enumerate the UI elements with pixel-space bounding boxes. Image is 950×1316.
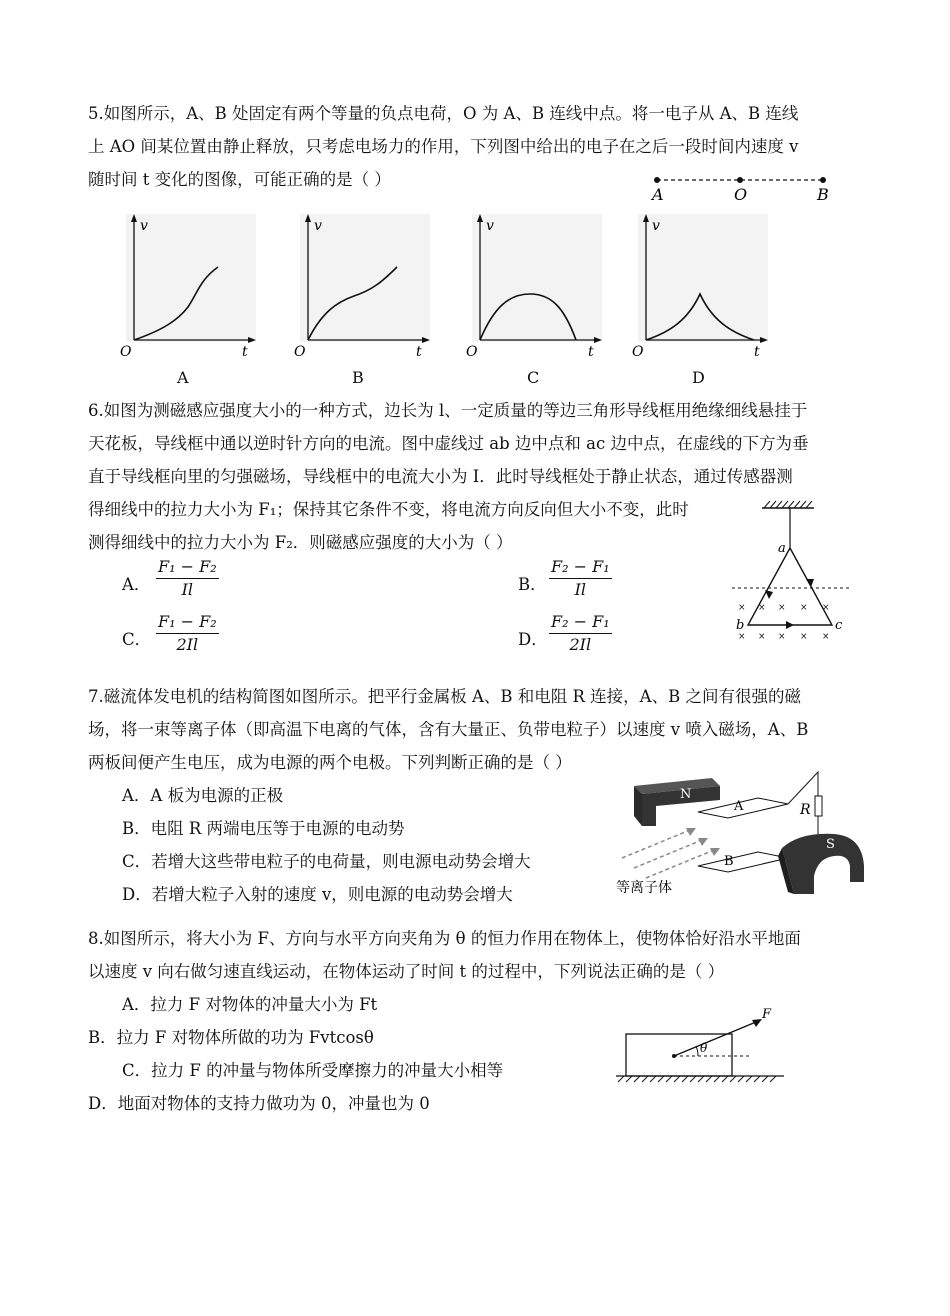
graph-c-caption: C (527, 368, 540, 387)
q5-line-3: 随时间 t 变化的图像，可能正确的是（ ） (88, 170, 391, 189)
graph-d-t-axis-label: t (754, 344, 760, 360)
graph-c-origin-label: O (466, 344, 478, 360)
q6-line-3: 直于导线框向里的匀强磁场，导线框中的电流大小为 I．此时导线框处于静止状态，通过传感器测 (88, 467, 793, 486)
block (626, 1034, 732, 1076)
q6-option-c-denominator: 2Il (176, 635, 199, 654)
q6-option-b-label: B． (518, 575, 547, 594)
resistor-r-label: R (800, 802, 811, 818)
graph-a-caption: A (177, 368, 189, 387)
q7-line-2: 场，将一束等离子体（即高温下电离的气体，含有大量正、负带电粒子）以速度 v 喷入磁场，A、B (88, 720, 809, 739)
q5-line-1: 5.如图所示，A、B 处固定有两个等量的负点电荷，O 为 A、B 连线中点。将一电子从 A、B 连线 (88, 104, 799, 123)
plate-a-label: A (734, 799, 744, 814)
q6-option-d-denominator: 2Il (569, 635, 592, 654)
q5-graph-b (292, 212, 432, 362)
svg-text:×: × (778, 603, 786, 613)
angle-theta-label: θ (700, 1041, 708, 1055)
plate-b-label: B (724, 854, 734, 869)
graph-c-t-axis-label: t (588, 344, 594, 360)
q6-option-a-numerator: F₁ − F₂ (156, 557, 219, 579)
graph-b-origin-label: O (294, 344, 306, 360)
q6-option-d-fraction (549, 612, 612, 654)
q8-option-d: D．地面对物体的支持力做功为 0，冲量也为 0 (88, 1094, 430, 1113)
plasma-label: 等离子体 (616, 880, 672, 896)
vertex-b-label: b (736, 618, 745, 633)
q7-mhd-generator-figure (612, 766, 868, 904)
graph-b-v-axis-label: v (314, 218, 322, 234)
graph-d-origin-label: O (632, 344, 644, 360)
point-b-dot (820, 177, 826, 183)
q8-line-1: 8.如图所示，将大小为 F、方向与水平方向夹角为 θ 的恒力作用在物体上，使物体恰好沿水平地面 (88, 929, 801, 948)
point-b-label: B (817, 185, 829, 204)
q8-option-c: C．拉力 F 的冲量与物体所受摩擦力的冲量大小相等 (122, 1061, 504, 1080)
graph-b-t-axis-label: t (416, 344, 422, 360)
q5-line-2: 上 AO 间某位置由静止释放，只考虑电场力的作用，下列图中给出的电子在之后一段时间内速度 v (88, 137, 799, 156)
q5-graph-d (630, 212, 770, 362)
svg-text:×: × (778, 632, 786, 642)
graph-a-origin-label: O (120, 344, 132, 360)
q6-option-a-label: A． (122, 575, 151, 594)
svg-text:×: × (800, 603, 808, 613)
point-o-dot (737, 177, 743, 183)
q7-line-1: 7.磁流体发电机的结构简图如图所示。把平行金属板 A、B 和电阻 R 连接，A、B 之间有很强的磁 (88, 687, 801, 706)
svg-text:×: × (758, 603, 766, 613)
q8-block-force-figure (614, 1006, 794, 1086)
q6-triangle-frame-figure (728, 498, 858, 646)
point-o-label: O (734, 185, 748, 204)
q6-option-b-fraction (549, 557, 612, 599)
q7-option-d: D．若增大粒子入射的速度 v，则电源的电动势会增大 (122, 885, 513, 904)
q8-option-a: A．拉力 F 对物体的冲量大小为 Ft (122, 995, 378, 1014)
svg-text:×: × (758, 632, 766, 642)
q7-option-a: A．A 板为电源的正极 (122, 786, 284, 805)
svg-text:×: × (822, 603, 830, 613)
q6-option-d-numerator: F₂ − F₁ (549, 612, 612, 634)
svg-text:×: × (738, 632, 746, 642)
q8-line-2: 以速度 v 向右做匀速直线运动，在物体运动了时间 t 的过程中，下列说法正确的是（ ） (88, 962, 725, 981)
q6-option-c-label: C． (122, 630, 152, 649)
svg-text:×: × (738, 603, 746, 613)
force-f-label: F (762, 1007, 772, 1022)
graph-a-v-axis-label: v (140, 218, 148, 234)
svg-text:×: × (800, 632, 808, 642)
q6-line-1: 6.如图为测磁感应强度大小的一种方式，边长为 l、一定质量的等边三角形导线框用绝缘细线悬挂于 (88, 401, 808, 420)
q6-option-c-fraction (156, 612, 219, 654)
q5-graph-a (118, 212, 258, 362)
svg-text:×: × (822, 632, 830, 642)
graph-b-caption: B (352, 368, 364, 387)
magnet-n-label: N (680, 787, 692, 802)
point-a-label: A (652, 185, 664, 204)
q6-line-2: 天花板，导线框中通以逆时针方向的电流。图中虚线过 ab 边中点和 ac 边中点，在虚线的下方为垂 (88, 434, 809, 453)
q6-option-d-label: D． (518, 630, 548, 649)
q7-option-b: B．电阻 R 两端电压等于电源的电动势 (122, 819, 405, 838)
q6-option-b-numerator: F₂ − F₁ (549, 557, 612, 579)
magnet-s-label: S (826, 837, 835, 852)
graph-c-v-axis-label: v (486, 218, 494, 234)
q6-option-b-denominator: Il (574, 580, 587, 599)
q7-option-c: C．若增大这些带电粒子的电荷量，则电源电动势会增大 (122, 852, 531, 871)
graph-a-t-axis-label: t (242, 344, 248, 360)
point-a-dot (654, 177, 660, 183)
q6-option-a-fraction (156, 557, 219, 599)
q6-line-4: 得细线中的拉力大小为 F₁；保持其它条件不变，将电流方向反向但大小不变，此时 (88, 500, 689, 519)
graph-d-v-axis-label: v (652, 218, 660, 234)
q7-line-3: 两板间便产生电压，成为电源的两个电极。下列判断正确的是（ ） (88, 753, 572, 772)
vertex-a-label: a (778, 541, 786, 556)
q6-option-c-numerator: F₁ − F₂ (156, 612, 219, 634)
q5-charge-axis-figure (645, 168, 835, 204)
graph-d-caption: D (692, 368, 705, 387)
vertex-c-label: c (835, 618, 843, 633)
q6-line-5: 测得细线中的拉力大小为 F₂．则磁感应强度的大小为（ ） (88, 533, 513, 552)
q8-option-b: B．拉力 F 对物体所做的功为 Fvtcosθ (88, 1028, 374, 1047)
q5-graph-c (464, 212, 604, 362)
q6-option-a-denominator: Il (181, 580, 194, 599)
